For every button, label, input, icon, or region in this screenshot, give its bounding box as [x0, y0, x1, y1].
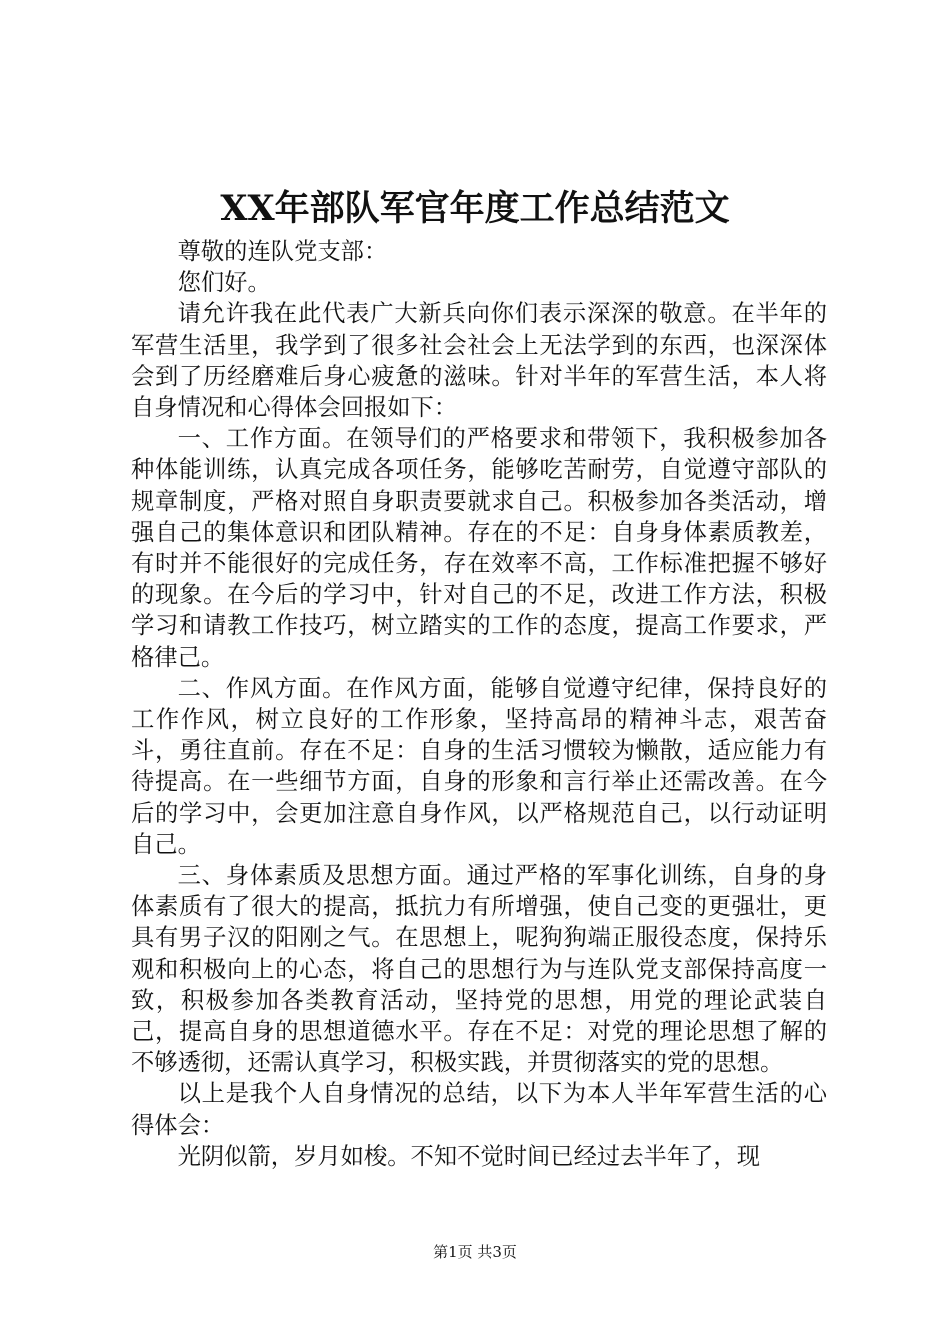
document-body — [131, 236, 827, 1172]
salutation: 尊敬的连队党支部： — [177, 238, 388, 265]
paragraph-conduct: 二、作风方面。在作风方面，能够自觉遵守纪律，保持良好的工作作风，树立良好的工作形象，坚持高昂的精神斗志，艰苦奋斗，勇往直前。存在不足：自身的生活习惯较为懒散，适应能力有待提高。在一些细节方面，自身的形象和言行举止还需改善。在今后的学习中，会更加注意自身作风，以严格规范自己，以行动证明自己。 — [131, 674, 827, 858]
paragraph-work: 一、工作方面。在领导们的严格要求和带领下，我积极参加各种体能训练，认真完成各项任务，能够吃苦耐劳，自觉遵守部队的规章制度，严格对照自身职责要就求自己。积极参加各类活动，增强自己的集体意识和团队精神。存在的不足：自身身体素质教差，有时并不能很好的完成任务，存在效率不高，工作标准把握不够好的现象。在今后的学习中，针对自己的不足，改进工作方法，积极学习和请教工作技巧，树立踏实的工作的态度，提高工作要求，严格律己。 — [131, 425, 827, 671]
page-number-footer: 第1页 共3页 — [433, 1243, 517, 1261]
paragraph-physical-ideology: 三、身体素质及思想方面。通过严格的军事化训练，自身的身体素质有了很大的提高，抵抗力有所增强，使自己变的更强壮，更具有男子汉的阳刚之气。在思想上，呢狗狗端正服役态度，保持乐观和积极向上的心态，将自己的思想行为与连队党支部保持高度一致，积极参加各类教育活动，坚持党的思想，用党的理论武装自己，提高自身的思想道德水平。存在不足：对党的理论思想了解的不够透彻，还需认真学习，积极实践，并贯彻落实的党的思想。 — [131, 862, 827, 1077]
paragraph-summary: 以上是我个人自身情况的总结，以下为本人半年军营生活的心得体会： — [131, 1080, 827, 1139]
document-title: XX年部队军官年度工作总结范文 — [220, 188, 730, 229]
paragraph-intro: 请允许我在此代表广大新兵向你们表示深深的敬意。在半年的军营生活里，我学到了很多社会社会上无法学到的东西，也深深体会到了历经磨难后身心疲惫的滋味。针对半年的军营生活，本人将自身情况和心得体会回报如下： — [131, 300, 827, 422]
paragraph-reflection: 光阴似箭，岁月如梭。不知不觉时间已经过去半年了，现 — [177, 1142, 761, 1170]
greeting: 您们好。 — [177, 269, 271, 297]
